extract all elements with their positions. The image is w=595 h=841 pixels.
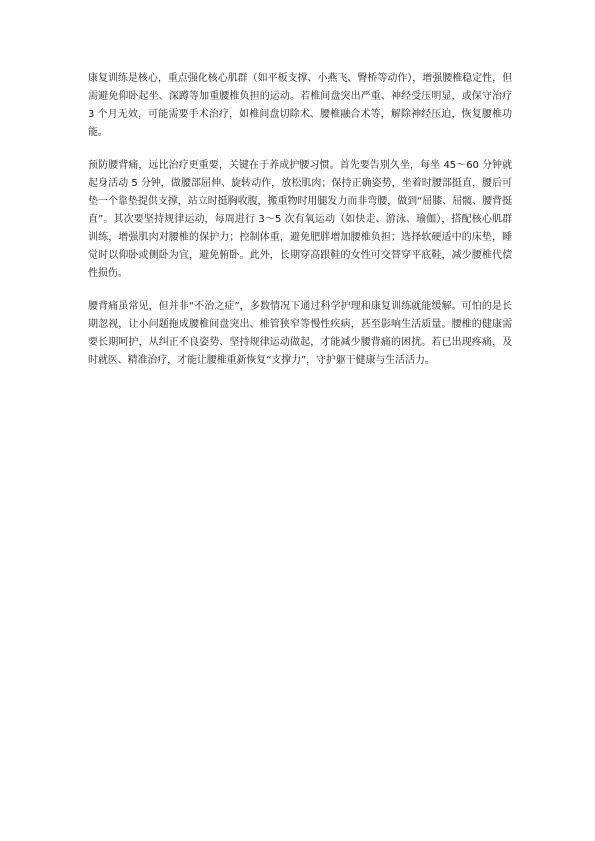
paragraph-rehabilitation: 康复训练是核心，重点强化核心肌群（如平板支撑、小燕飞、臀桥等动作），增强腰椎稳定性，但需避免仰卧起坐、深蹲等加重腰椎负担的运动。若椎间盘突出严重、神经受压明显，或保守治疗 3 个月无效，可能需要手术治疗，如椎间盘切除术、腰椎融合术等，解除神经压迫，恢复腰椎功能。 [88,73,512,138]
paragraph-prevention: 预防腰背痛，远比治疗更重要，关键在于养成护腰习惯。首先要告别久坐，每坐 45～60 分钟就起身活动 5 分钟，做腰部屈伸、旋转动作，放松肌肉；保持正确姿势，坐着时腰部挺直，腰后可垫一个靠垫提供支撑，站立时挺胸收腹，搬重物时用腿发力而非弯腰，做到“屈膝、屈髋、腰背挺直”。其次要坚持规律运动，每周进行 3～5 次有氧运动（如快走、游泳、瑜伽），搭配核心肌群训练，增强肌肉对腰椎的保护力；控制体重，避免肥胖增加腰椎负担；选择软硬适中的床垫，睡觉时以仰卧或侧卧为宜，避免俯卧。此外，长期穿高跟鞋的女性可交替穿平底鞋，减少腰椎代偿性损伤。 [88,160,512,279]
paragraph-conclusion: 腰背痛虽常见，但并非“不治之症”，多数情况下通过科学护理和康复训练就能缓解。可怕的是长期忽视，让小问题拖成腰椎间盘突出、椎管狭窄等慢性疾病，甚至影响生活质量。腰椎的健康需要长期呵护，从纠正不良姿势、坚持规律运动做起，才能减少腰背痛的困扰。若已出现疼痛，及时就医、精准治疗，才能让腰椎重新恢复“支撑力”，守护躯干健康与生活活力。 [88,301,512,366]
document-body [88,70,512,385]
